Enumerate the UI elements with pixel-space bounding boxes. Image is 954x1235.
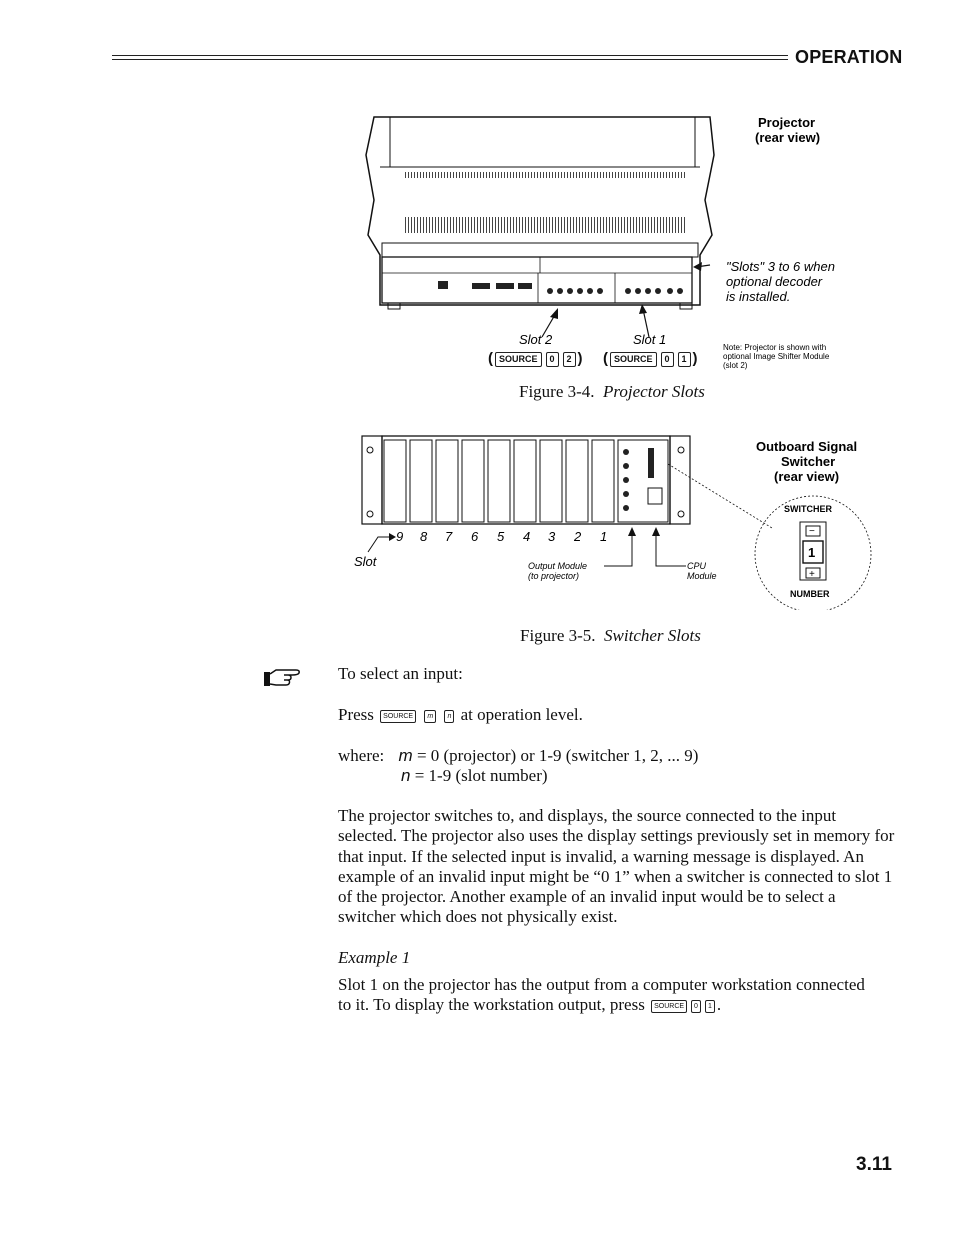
- slot-number-8: 8: [420, 529, 428, 544]
- projector-body-outline: [366, 117, 714, 305]
- source-key: SOURCE: [651, 1000, 687, 1013]
- header-rule-top: [112, 55, 788, 56]
- press-instruction: [338, 705, 898, 725]
- slot2-key-sequence: ( SOURCE 0 2 ): [488, 350, 583, 367]
- slot-number-1: 1: [600, 529, 608, 544]
- thumbwheel-value: 1: [808, 545, 816, 560]
- switcher-callout-line2: Switcher: [781, 454, 836, 469]
- rack-ear-left: [362, 436, 382, 524]
- example-end: .: [716, 995, 722, 1015]
- note-line2: optional Image Shifter Module: [723, 352, 830, 361]
- switcher-label: SWITCHER: [784, 504, 832, 514]
- module-connectors: [623, 448, 662, 511]
- digit-key: 0: [546, 352, 559, 367]
- slot-connectors: [438, 281, 683, 294]
- projector-top-panel: [390, 117, 695, 167]
- page-number: 3.11: [856, 1154, 892, 1175]
- figure-3-4-number: Figure 3-4.: [519, 382, 595, 401]
- example-paragraph: [338, 975, 878, 1016]
- figure-3-4-caption: [519, 382, 705, 402]
- intro-text: To select an input:: [338, 664, 463, 683]
- example-text: Slot 1 on the projector has the output from a computer workstation connected to it. To display the workstation output, press: [338, 975, 865, 1015]
- source-key: SOURCE: [495, 352, 542, 367]
- number-label: NUMBER: [790, 589, 830, 599]
- slot-number-4: 4: [523, 529, 531, 544]
- slots-note-line3: is installed.: [726, 289, 791, 304]
- example-title: Example 1: [338, 948, 411, 967]
- cpu-module-line2: Module: [687, 571, 717, 581]
- figure-3-5-number: Figure 3-5.: [520, 626, 596, 645]
- slot-label: Slot: [354, 554, 377, 569]
- note-line1: Note: Projector is shown with: [723, 343, 827, 352]
- pointing-hand-icon: [262, 666, 302, 690]
- slot-number-6: 6: [471, 529, 479, 544]
- where-label: where:: [338, 746, 385, 765]
- slot-panel: [382, 257, 692, 303]
- section-title: OPERATION: [795, 47, 903, 67]
- output-module-line1: Output Module: [528, 561, 588, 571]
- press-suffix: at operation level.: [460, 705, 583, 724]
- source-key: SOURCE: [380, 710, 416, 723]
- slot-number-9: 9: [396, 529, 404, 544]
- thumbwheel-plus: +: [809, 569, 815, 580]
- slot-number-7: 7: [445, 529, 453, 544]
- m-key: m: [424, 710, 436, 723]
- slot2-label: Slot 2: [519, 332, 553, 347]
- m-variable: m: [398, 746, 413, 765]
- slots-note-line1: "Slots" 3 to 6 when: [726, 259, 835, 274]
- where-line-m: [338, 746, 898, 766]
- projector-rear-view-diagram: [360, 105, 870, 380]
- source-key: SOURCE: [610, 352, 657, 367]
- explanation-paragraph: The projector switches to, and displays, the source connected to the input selected. The projector also uses the display settings previously set in memory for that input. If the selected input is invalid, a warning message is displayed. An example of an invalid input might be “0 1” when a switcher is connected to slot 1 of the projector. Another example of an invalid input would be to select a switcher which does not physically exist.: [338, 806, 895, 927]
- slot-number-2: 2: [574, 529, 582, 544]
- slots-note-line2: optional decoder: [726, 274, 823, 289]
- output-module-line2: (to projector): [528, 571, 580, 581]
- projector-callout-line2: (rear view): [755, 130, 821, 145]
- digit-key: 1: [678, 352, 691, 367]
- press-prefix: Press: [338, 705, 374, 724]
- n-key: n: [444, 710, 454, 723]
- switcher-callout-line1: Outboard Signal: [756, 439, 858, 454]
- slot1-label: Slot 1: [633, 332, 667, 347]
- note-line3: (slot 2): [723, 361, 748, 370]
- n-variable: n: [401, 766, 411, 785]
- switcher-rear-view-diagram: [350, 430, 890, 610]
- thumbwheel-minus: −: [809, 526, 815, 537]
- digit-key: 2: [563, 352, 576, 367]
- header-rule-bottom: [112, 59, 788, 60]
- figure-3-5-caption: [520, 626, 701, 646]
- digit-key: 0: [661, 352, 674, 367]
- n-definition: = 1-9 (slot number): [414, 766, 548, 785]
- digit-key: 1: [705, 1000, 715, 1013]
- switcher-callout-line3: (rear view): [774, 469, 840, 484]
- m-definition: = 0 (projector) or 1-9 (switcher 1, 2, ... 9): [416, 746, 699, 765]
- slot1-key-sequence: ( SOURCE 0 1 ): [603, 350, 698, 367]
- slot-number-5: 5: [497, 529, 505, 544]
- cpu-module-line1: CPU: [687, 561, 707, 571]
- where-line-n: [401, 766, 881, 786]
- digit-key: 0: [691, 1000, 701, 1013]
- figure-3-5-title: Switcher Slots: [604, 626, 701, 645]
- figure-3-4-title: Projector Slots: [603, 382, 705, 401]
- slot-number-3: 3: [548, 529, 556, 544]
- projector-callout-line1: Projector: [758, 115, 816, 130]
